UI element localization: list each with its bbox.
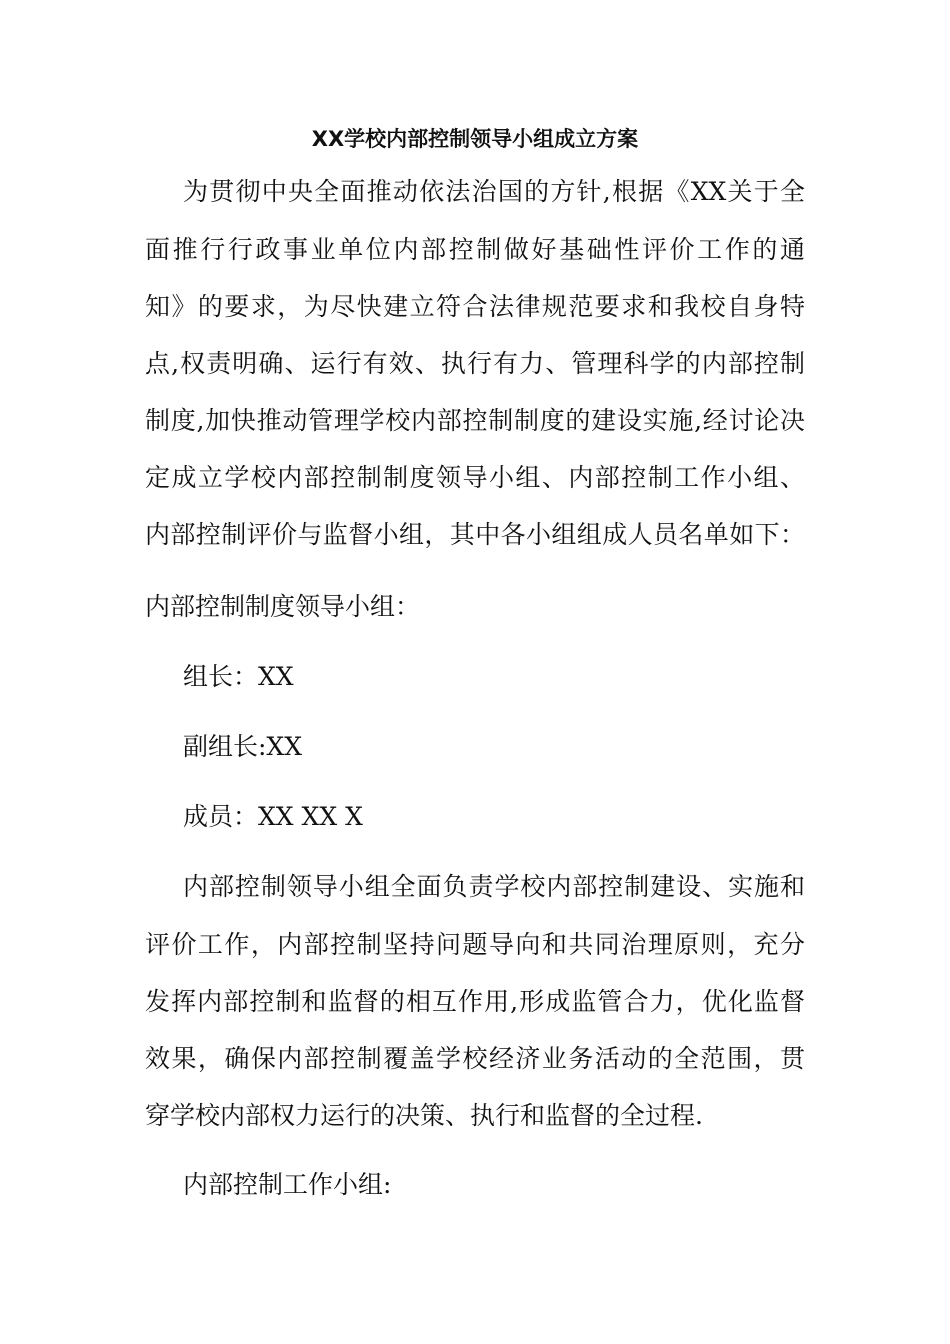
leader-line: 组长：XX [183,662,294,691]
paragraph-1-line-7: 内部控制评价与监督小组，其中各小组组成人员名单如下： [145,520,805,549]
paragraph-2-line-3: 发挥内部控制和监督的相互作用,形成监管合力，优化监督 [145,987,805,1016]
group-2-heading: 内部控制工作小组: [183,1170,392,1199]
paragraph-1-line-6: 定成立学校内部控制制度领导小组、内部控制工作小组、 [145,463,805,492]
members-line: 成员：XX XX X [183,802,363,831]
paragraph-1-line-3: 知》的要求，为尽快建立符合法律规范要求和我校自身特 [145,292,805,321]
group-1-heading: 内部控制制度领导小组： [145,592,421,621]
paragraph-1-line-1: 为贯彻中央全面推动依法治国的方针,根据《XX关于全 [183,177,805,206]
document-title: XX学校内部控制领导小组成立方案 [311,127,639,151]
paragraph-2-line-5: 穿学校内部权力运行的决策、执行和监督的全过程. [145,1101,703,1130]
paragraph-1-line-5: 制度,加快推动管理学校内部控制制度的建设实施,经讨论决 [145,406,805,435]
paragraph-2-line-2: 评价工作，内部控制坚持问题导向和共同治理原则，充分 [145,930,805,959]
paragraph-2-line-1: 内部控制领导小组全面负责学校内部控制建设、实施和 [183,872,805,901]
deputy-leader-line: 副组长:XX [183,732,303,761]
paragraph-1-line-2: 面推行行政事业单位内部控制做好基础性评价工作的通 [145,235,805,264]
paragraph-1-line-4: 点,权责明确、运行有效、执行有力、管理科学的内部控制 [145,349,805,378]
paragraph-2-line-4: 效果，确保内部控制覆盖学校经济业务活动的全范围，贯 [145,1044,805,1073]
